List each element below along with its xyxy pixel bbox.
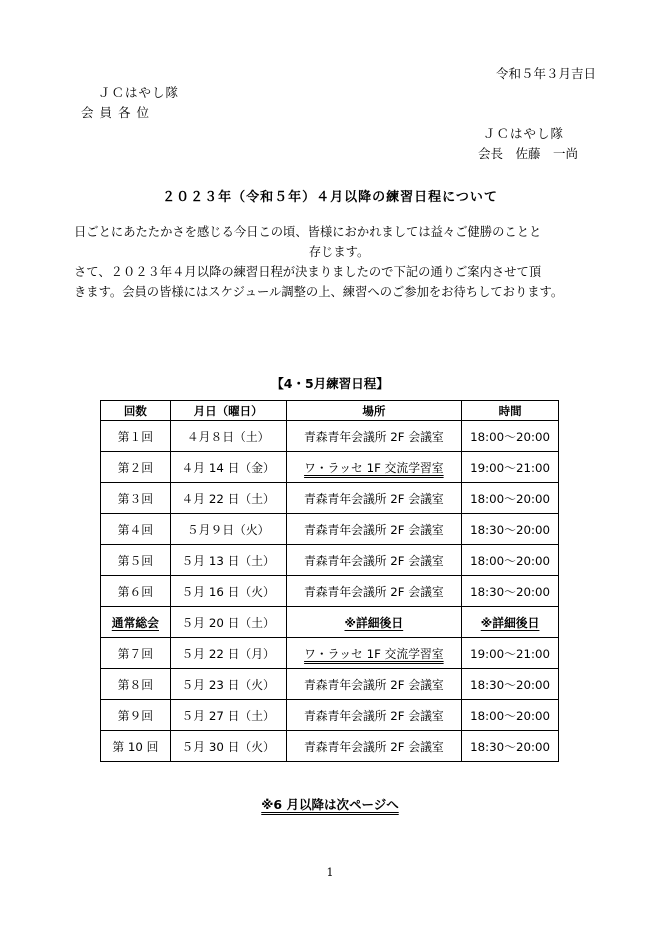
page-number: 1: [326, 866, 334, 879]
table-row: [101, 545, 559, 576]
session-number: 第 10 回: [101, 731, 171, 762]
session-number: 第９回: [101, 700, 171, 731]
footnote: [0, 795, 660, 813]
body-line-3: さて、２０２３年４月以降の練習日程が決まりましたので下記の通りご案内させて頂: [74, 265, 542, 279]
column-header: 場所: [286, 401, 462, 421]
session-number: 第３回: [101, 483, 171, 514]
session-place: 青森青年会議所 2F 会議室: [286, 545, 462, 576]
body-line-2: 存じます。: [308, 245, 370, 259]
session-date: ５月 22 日（月）: [170, 638, 286, 669]
table-row: [101, 421, 559, 452]
sender-name: 会長 佐藤 一尚: [478, 146, 579, 161]
session-date: ５月 13 日（土）: [170, 545, 286, 576]
session-time: 18:30～20:00: [462, 576, 559, 607]
table-row: [101, 669, 559, 700]
table-row: [101, 576, 559, 607]
session-place: 青森青年会議所 2F 会議室: [286, 731, 462, 762]
sender-org: ＪＣはやし隊: [483, 126, 565, 141]
session-time: 18:00～20:00: [462, 421, 559, 452]
session-date: ５月 27 日（土）: [170, 700, 286, 731]
recipient-org: ＪＣはやし隊: [98, 85, 180, 100]
session-time: 18:30～20:00: [462, 731, 559, 762]
table-row: [101, 514, 559, 545]
session-date: ５月 20 日（土）: [170, 607, 286, 638]
table-row: [101, 452, 559, 483]
column-header: 回数: [101, 401, 171, 421]
table-header-row: [101, 401, 559, 421]
table-row: [101, 731, 559, 762]
session-time: 18:00～20:00: [462, 700, 559, 731]
table-row: [101, 607, 559, 638]
session-date: ５月 30 日（火）: [170, 731, 286, 762]
session-number: 第８回: [101, 669, 171, 700]
table-row: [101, 638, 559, 669]
footnote-text: ※6 月以降は次ページへ: [261, 797, 399, 812]
body-line-1: 日ごとにあたたかさを感じる今日この頃、皆様におかれましては益々ご健勝のことと: [74, 225, 542, 239]
session-place: 青森青年会議所 2F 会議室: [286, 700, 462, 731]
session-place: ワ・ラッセ 1F 交流学習室: [286, 638, 462, 669]
session-number: 第１回: [101, 421, 171, 452]
session-date: ４月８日（土）: [170, 421, 286, 452]
document-title: ２０２３年（令和５年）４月以降の練習日程について: [162, 190, 498, 205]
session-time: 18:00～20:00: [462, 483, 559, 514]
recipient: 会員各位: [81, 105, 156, 120]
session-number: 第７回: [101, 638, 171, 669]
session-place: ※詳細後日: [286, 607, 462, 638]
column-header: 時間: [462, 401, 559, 421]
session-date: ４月 14 日（金）: [170, 452, 286, 483]
session-place: 青森青年会議所 2F 会議室: [286, 669, 462, 700]
session-place: 青森青年会議所 2F 会議室: [286, 483, 462, 514]
column-header: 月日（曜日）: [170, 401, 286, 421]
session-number: 第４回: [101, 514, 171, 545]
body-line-4: きます。会員の皆様にはスケジュール調整の上、練習へのご参加をお待ちしております。: [74, 285, 564, 299]
session-number: 第５回: [101, 545, 171, 576]
session-time: 19:00～21:00: [462, 452, 559, 483]
session-time: ※詳細後日: [462, 607, 559, 638]
table-row: [101, 483, 559, 514]
session-place: 青森青年会議所 2F 会議室: [286, 421, 462, 452]
schedule-table: [100, 400, 559, 762]
document-date: 令和５年３月吉日: [495, 66, 596, 81]
session-time: 19:00～21:00: [462, 638, 559, 669]
session-date: ５月 23 日（火）: [170, 669, 286, 700]
session-date: ５月 16 日（火）: [170, 576, 286, 607]
session-place: ワ・ラッセ 1F 交流学習室: [286, 452, 462, 483]
session-number: 第２回: [101, 452, 171, 483]
session-time: 18:00～20:00: [462, 545, 559, 576]
body-text: [74, 222, 604, 302]
session-date: ５月９日（火）: [170, 514, 286, 545]
session-time: 18:30～20:00: [462, 669, 559, 700]
table-heading: 【4・5月練習日程】: [271, 376, 389, 391]
table-row: [101, 700, 559, 731]
session-place: 青森青年会議所 2F 会議室: [286, 576, 462, 607]
session-number: 第６回: [101, 576, 171, 607]
session-number: 通常総会: [101, 607, 171, 638]
session-place: 青森青年会議所 2F 会議室: [286, 514, 462, 545]
session-date: ４月 22 日（土）: [170, 483, 286, 514]
session-time: 18:30～20:00: [462, 514, 559, 545]
